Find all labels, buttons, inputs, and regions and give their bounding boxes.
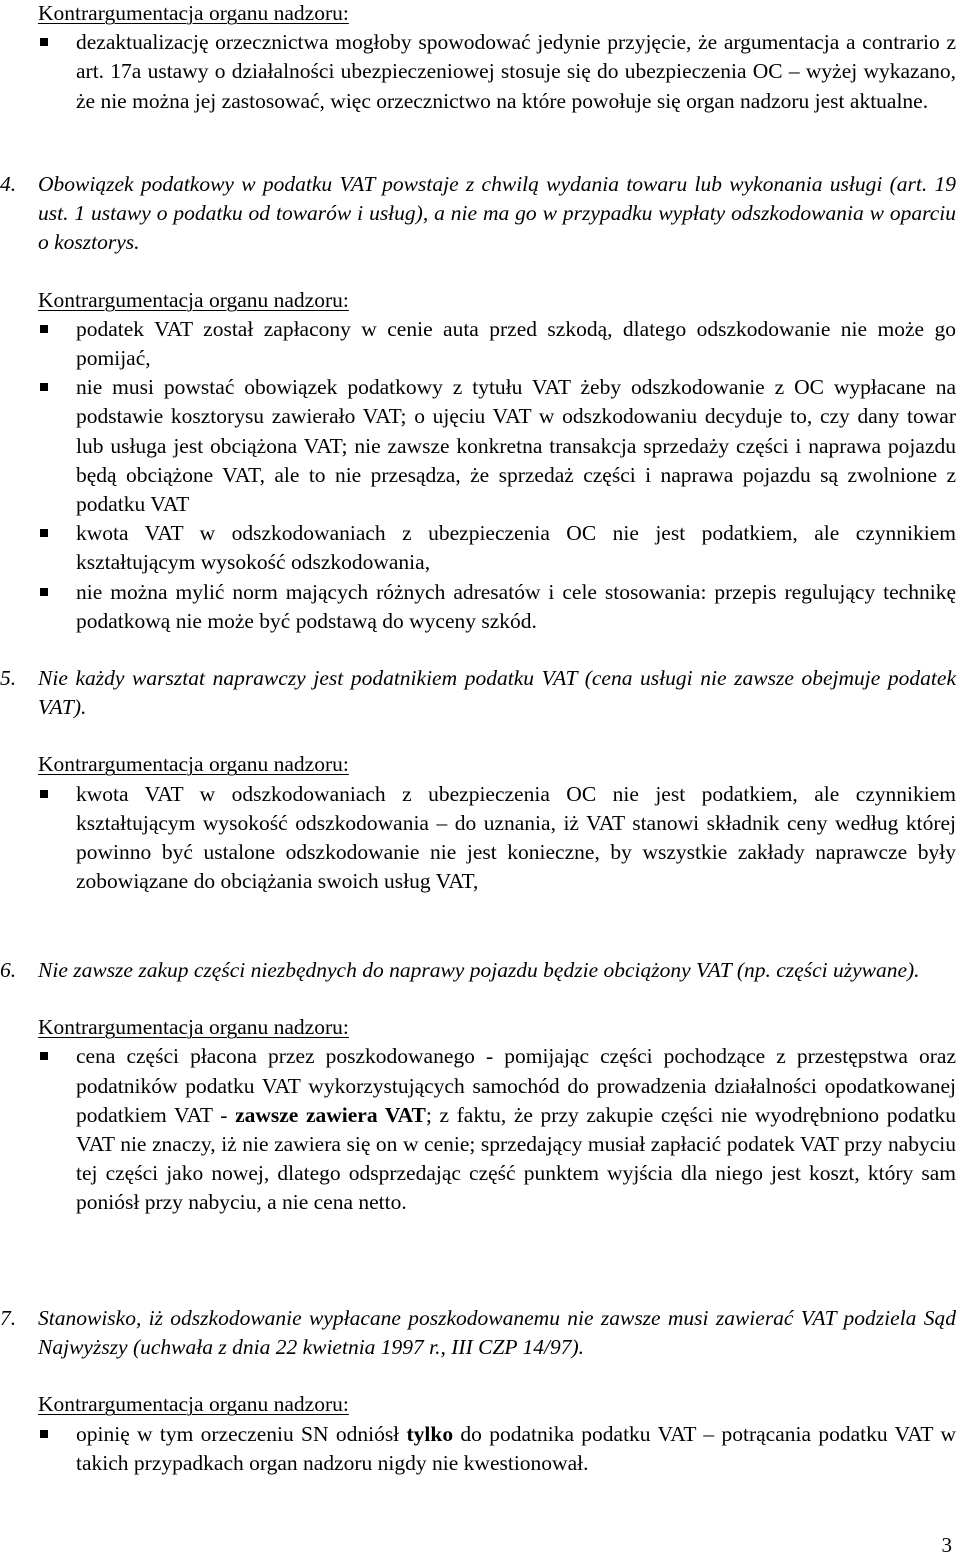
bullet-list xyxy=(38,28,956,116)
point-6 xyxy=(0,956,957,1218)
list-item: nie musi powstać obowiązek podatkowy z tytułu VAT żeby odszkodowanie z OC wypłacane na podstawie kosztorysu zawierało VAT; o ujęciu VAT w odszkodowaniu decyduje to, czy dany towar lub usługa jest obciążona VAT; nie zawsze konkretna transakcja sprzedaży części i naprawa pojazdu będą obciążone VAT, ale to nie przesądza, że sprzedaż części i naprawa pojazdu są zwolnione z podatku VAT xyxy=(38,373,956,519)
list-item xyxy=(38,1042,956,1217)
point-number: 5. xyxy=(0,666,17,690)
list-item: nie można mylić norm mających różnych adresatów i cele stosowania: przepis regulujący technikę podatkową nie może być podstawą do wyceny szkód. xyxy=(38,578,956,636)
point-statement xyxy=(0,956,956,985)
list-item: dezaktualizację orzecznictwa mogłoby spowodować jedynie przyjęcie, że argumentacja a contrario z art. 17a ustawy o działalności ubezpieczeniowej stosuje się do ubezpieczenia OC – wyżej wykazano, że nie można jej zastosować, więc orzecznictwo na które powołuje się organ nadzoru jest aktualne. xyxy=(38,28,956,116)
point-text: Stanowisko, iż odszkodowanie wypłacane poszkodowanemu nie zawsze musi zawierać VAT podziela Sąd Najwyższy (uchwała z dnia 22 kwietnia 1997 r., III CZP 14/97). xyxy=(38,1306,956,1360)
bullet-list xyxy=(38,315,956,636)
bullet-text: do podatnika podatku VAT – potrącania podatku VAT w takich przypadkach organ nadzoru nigdy nie kwestionował. xyxy=(76,1421,957,1475)
point-5 xyxy=(0,664,956,896)
bold-emphasis: tylko xyxy=(406,1421,454,1446)
list-item xyxy=(38,1420,956,1478)
point-text: Obowiązek podatkowy w podatku VAT powstaje z chwilą wydania towaru lub wykonania usługi (art. 19 ust. 1 ustawy o podatku od towarów i usług), a nie ma go w przypadku wypłaty odszkodowania w oparciu o kosztorys. xyxy=(38,172,956,255)
point-number: 4. xyxy=(0,172,17,196)
counterargument-heading: Kontrargumentacja organu nadzoru: xyxy=(38,287,349,312)
counterargument-heading: Kontrargumentacja organu nadzoru: xyxy=(38,752,349,777)
list-item: podatek VAT został zapłacony w cenie auta przed szkodą, dlatego odszkodowanie nie może go pomijać, xyxy=(38,315,956,373)
point-number: 6. xyxy=(0,958,17,982)
bullet-list xyxy=(38,1420,956,1478)
counterargument-heading: Kontrargumentacja organu nadzoru: xyxy=(38,1,349,25)
bold-emphasis: zawsze zawiera VAT xyxy=(235,1102,426,1127)
list-item: kwota VAT w odszkodowaniach z ubezpieczenia OC nie jest podatkiem, ale czynnikiem kształtującym wysokość odszkodowania, xyxy=(38,519,956,577)
point-7 xyxy=(0,1304,957,1478)
point-text: Nie zawsze zakup części niezbędnych do naprawy pojazdu będzie obciążony VAT (np. części używane). xyxy=(38,958,920,982)
bullet-text: cena części płacona przez poszkodowanego - pomijając części pochodzące z przestępstwa oraz podatników podatku VAT wykorzystujących samochód do prowadzenia działalności opodatkowanej podatkiem VAT - xyxy=(76,1044,956,1127)
bullet-list xyxy=(38,1042,956,1217)
point-number: 7. xyxy=(0,1306,17,1330)
point-statement xyxy=(0,664,956,722)
point-4 xyxy=(0,170,956,636)
block-continuation xyxy=(38,0,956,116)
point-statement xyxy=(0,170,956,258)
counterargument-heading: Kontrargumentacja organu nadzoru: xyxy=(38,1015,349,1040)
list-item: kwota VAT w odszkodowaniach z ubezpieczenia OC nie jest podatkiem, ale czynnikiem kształtującym wysokość odszkodowania – do uznania, iż VAT stanowi składnik ceny według której powinno być ustalone odszkodowanie nie jest konieczne, by wszystkie zakłady naprawcze były zobowiązane do obciążania swoich usług VAT, xyxy=(38,780,956,897)
counterargument-heading: Kontrargumentacja organu nadzoru: xyxy=(38,1392,349,1417)
page-number: 3 xyxy=(941,1533,952,1557)
point-text: Nie każdy warsztat naprawczy jest podatnikiem podatku VAT (cena usługi nie zawsze obejmuje podatek VAT). xyxy=(38,666,956,720)
point-statement xyxy=(0,1304,956,1362)
bullet-text: opinię w tym orzeczeniu SN odniósł xyxy=(76,1421,407,1446)
bullet-list xyxy=(38,780,956,897)
bullet-text: ; z faktu, że przy zakupie części nie wyodrębniono podatku VAT nie znaczy, iż nie zawiera się on w cenie; sprzedający musiał zapłacić podatek VAT przy nabyciu tej części jako nowej, dlatego odsprzedając część punktem wyjścia dla niego jest koszt, który sam poniósł przy nabyciu, a nie cena netto. xyxy=(76,1102,957,1215)
